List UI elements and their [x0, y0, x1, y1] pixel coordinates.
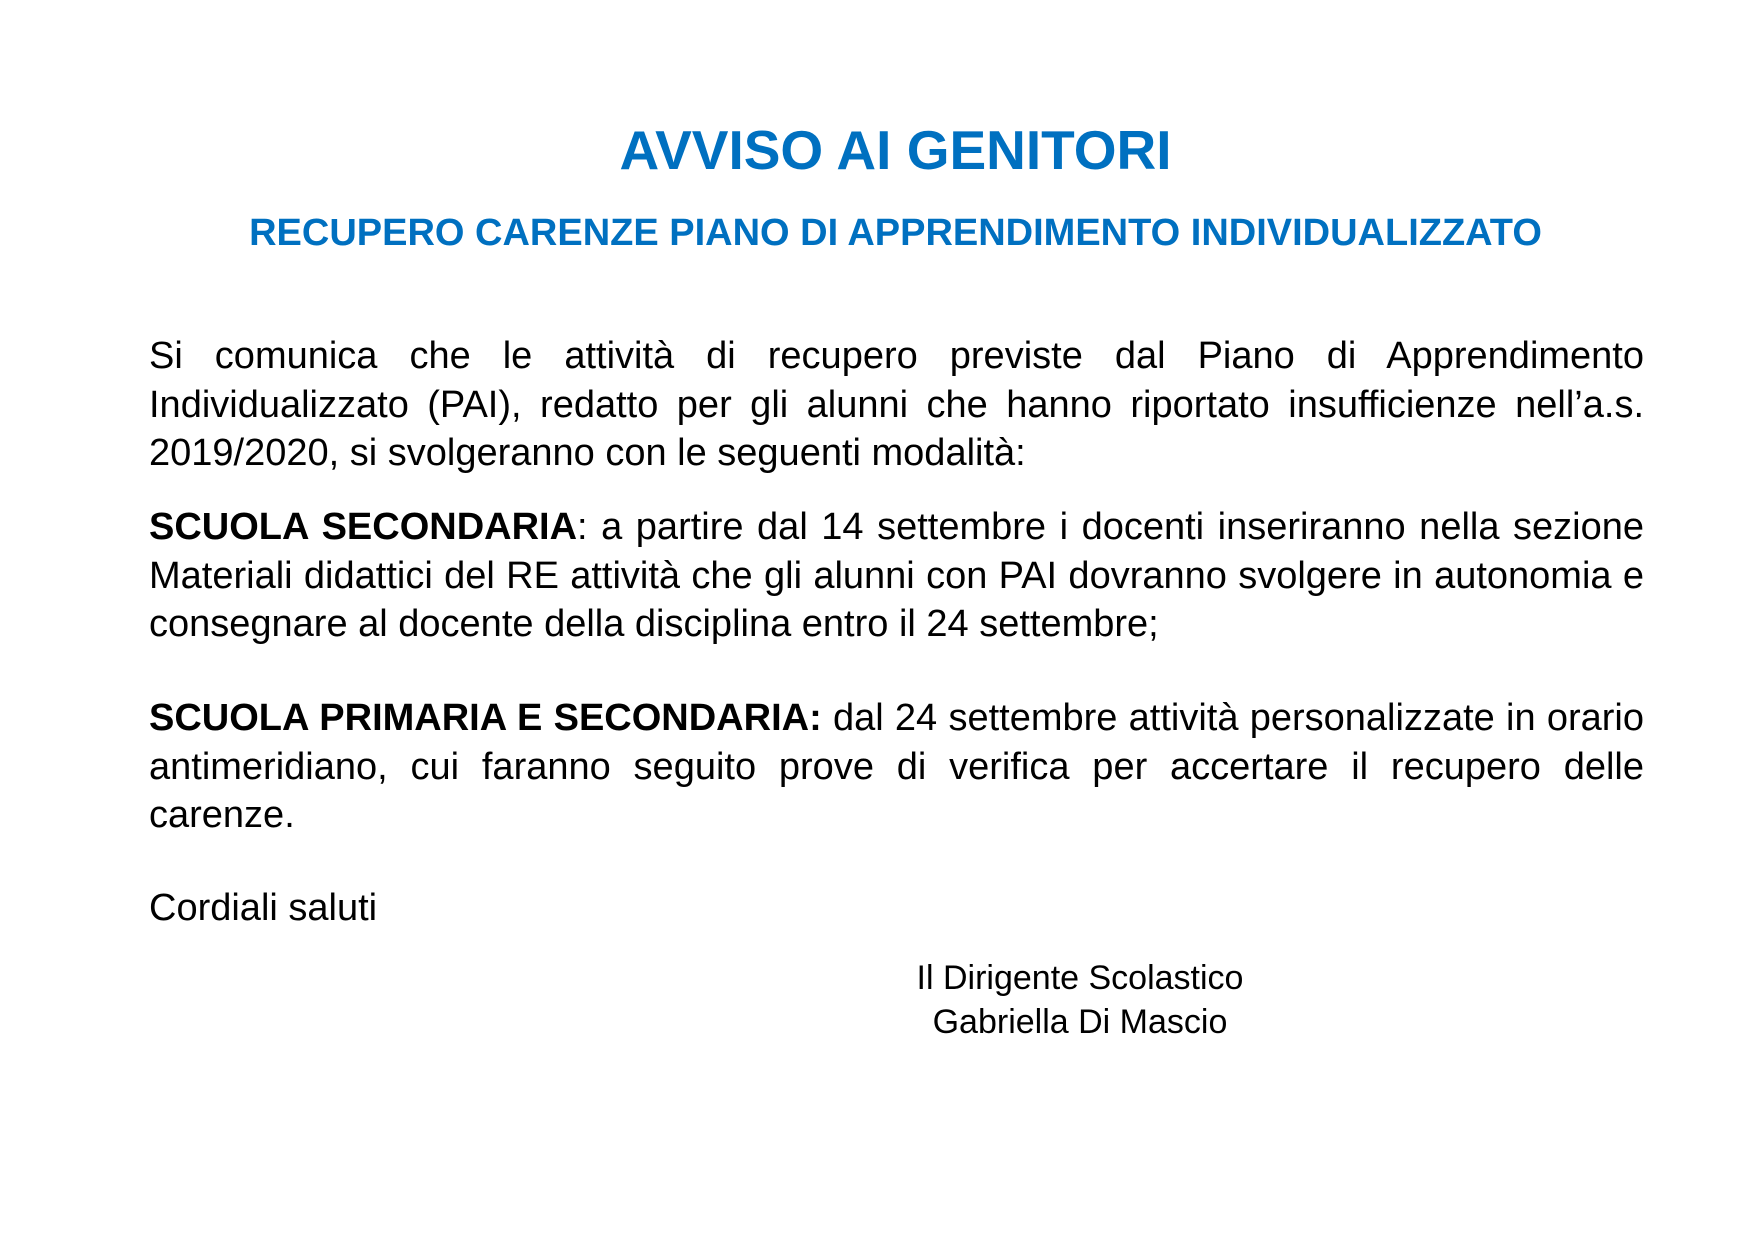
- secondaria-text: : a partire dal 14 settembre i docenti inseriranno nella sezione Materiali didattici del RE attività che gli alunni con PAI dovranno svolgere in autonomia e consegnare al docente della disciplina entro il 24 settembre;: [149, 506, 1644, 645]
- signature-role: Il Dirigente Scolastico: [916, 959, 1244, 997]
- intro-paragraph: Si comunica che le attività di recupero previste dal Piano di Apprendimento Individualizzato (PAI), redatto per gli alunni che hanno riportato insufficienze nell’a.s. 2019/2020, si svolgeranno con le seguenti modalità:: [149, 335, 1644, 474]
- signature-name: Gabriella Di Mascio: [932, 1003, 1228, 1041]
- notice-subtitle: RECUPERO CARENZE PIANO DI APPRENDIMENTO INDIVIDUALIZZATO: [249, 212, 1542, 254]
- signature-block: [850, 956, 1310, 1044]
- notice-title: AVVISO AI GENITORI: [619, 119, 1172, 181]
- primaria-secondaria-paragraph: [149, 694, 1644, 840]
- primaria-secondaria-text: dal 24 settembre attività personalizzate in orario antimeridiano, cui faranno seguito prove di verifica per accertare il recupero delle carenze.: [149, 697, 1644, 836]
- primaria-secondaria-label: SCUOLA PRIMARIA E SECONDARIA:: [149, 697, 822, 739]
- secondaria-label: SCUOLA SECONDARIA: [149, 506, 578, 548]
- closing-greeting: Cordiali saluti: [149, 887, 378, 929]
- secondaria-paragraph: [149, 503, 1644, 649]
